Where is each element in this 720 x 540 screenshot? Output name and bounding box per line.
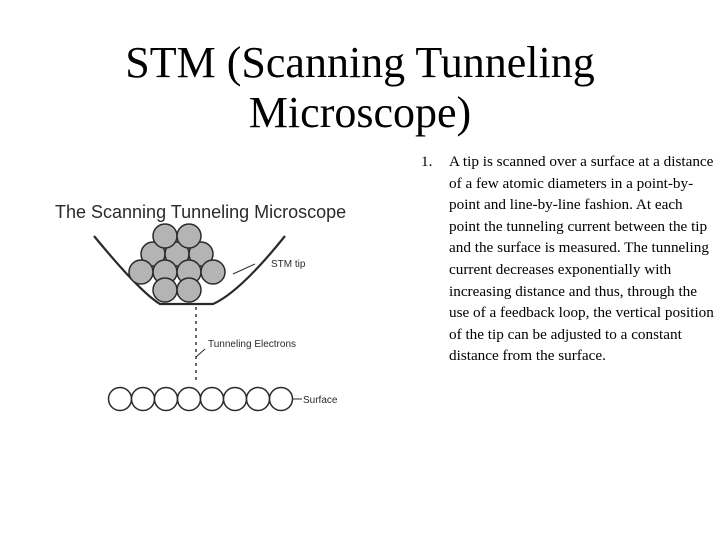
surface-atom (109, 388, 132, 411)
tip-atom (201, 260, 225, 284)
electrons-label: Tunneling Electrons (208, 339, 297, 350)
tip-atom (177, 278, 201, 302)
list-item-number: 1. (421, 153, 433, 170)
surface-atom (178, 388, 201, 411)
slide-title: STM (Scanning Tunneling Microscope) (125, 38, 595, 137)
surface-atom (132, 388, 155, 411)
list-item-text: A tip is scanned over a surface at a distance of a few atomic diameters in a point-by-point and line-by-line fashion. At each point the tunneling current between the tip and the surface is measured. The tunneling current decreases exponentially with increasing distance and thus, through the use of a feedback loop, the vertical position of the tip can be adjusted to a constant distance from the surface. (449, 153, 714, 365)
electrons-leader (196, 349, 205, 357)
tip-atom (129, 260, 153, 284)
tip-label: STM tip (271, 259, 306, 270)
surface-label: Surface (303, 395, 338, 406)
diagram-title: The Scanning Tunneling Microscope (55, 202, 347, 222)
surface-atom (155, 388, 178, 411)
body-list (414, 151, 714, 367)
surface-atoms (109, 388, 293, 411)
stm-diagram (50, 192, 405, 430)
tip-atom (153, 224, 177, 248)
surface-atom (224, 388, 247, 411)
list-item (414, 151, 714, 367)
stm-diagram-svg (50, 192, 405, 430)
surface-atom (270, 388, 293, 411)
surface-atom (201, 388, 224, 411)
surface-atom (247, 388, 270, 411)
tip-atom (177, 224, 201, 248)
tip-atom (153, 278, 177, 302)
